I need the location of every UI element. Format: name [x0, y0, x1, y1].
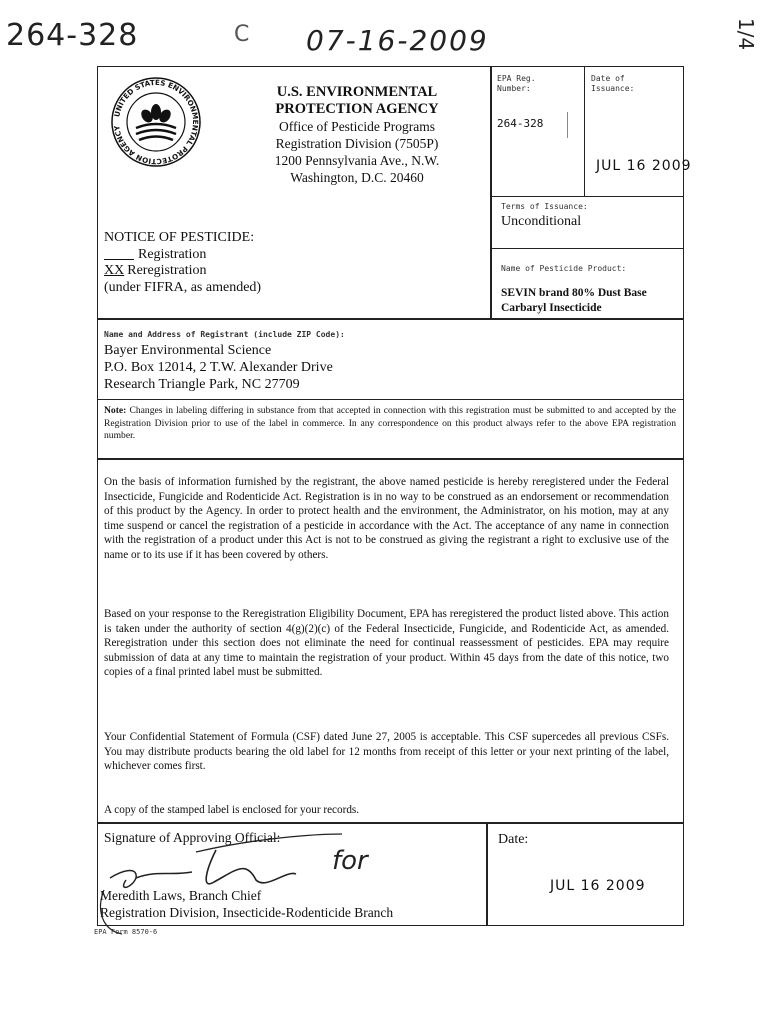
seal-text: UNITED STATES ENVIRONMENTAL PROTECTION AGENCY	[112, 77, 201, 167]
office-line-1: Office of Pesticide Programs	[278, 119, 436, 134]
agency-name-line2: PROTECTION AGENCY	[275, 101, 439, 117]
divider-h-registrant	[97, 318, 684, 320]
notice-registration	[104, 247, 484, 264]
office-line-2: Registration Division (7505P)	[275, 136, 439, 151]
note-block	[104, 405, 676, 443]
product-name-line2: Carbaryl Insecticide	[501, 302, 602, 314]
signature-date-stamp: JUL 16 2009	[550, 878, 646, 894]
notice-block	[104, 230, 484, 296]
epa-reg-tick	[567, 112, 568, 138]
note-label: Note:	[104, 405, 127, 416]
notice-title: NOTICE OF PESTICIDE:	[104, 230, 255, 245]
signature-date-label: Date:	[498, 832, 529, 847]
notice-reregistration	[104, 263, 484, 280]
divider-v-reg	[584, 66, 585, 196]
agency-header	[242, 84, 472, 186]
body-paragraph-4: A copy of the stamped label is enclosed for your records.	[104, 804, 360, 816]
approving-official-name: Meredith Laws, Branch Chief	[100, 888, 262, 903]
notice-registration-blank	[104, 248, 134, 260]
page-fraction-text: 1/4	[734, 17, 759, 51]
handwritten-date: 07-16-2009	[306, 24, 489, 57]
notice-fifra: (under FIFRA, as amended)	[104, 279, 262, 295]
body-paragraph-1: On the basis of information furnished by the registrant, the above named pesticide is hereby reregistered under the Federal Insecticide, Fungicide and Rodenticide Act. Registration is in no way to be construed as an endorsement or recommendation of this product by the Agency. In order to protect health and the environment, the Administrator, on his motion, may at any time suspend or cancel the registration of a pesticide in accordance with the Act. The acceptance of any name in connection with the registration of a product under this Act is not to be construed as giving the registrant a right to exclusive use of the name or to its use if it has been covered by others.	[104, 476, 669, 561]
divider-h-signature	[97, 822, 684, 824]
registrant-line-1: Bayer Environmental Science	[104, 343, 272, 358]
note-text: Changes in labeling differing in substance from that accepted in connection with this registration must be submitted to and accepted by the Registration Division prior to use of the label in commerce. In any correspondence on this product always refer to the above EPA registration number.	[104, 405, 676, 441]
approving-official-division: Registration Division, Insecticide-Rodenticide Branch	[100, 905, 394, 920]
body-paragraph-2: Based on your response to the Reregistration Eligibility Document, EPA has reregistered the product listed above. This action is taken under the authority of section 4(g)(2)(c) of the Federal Insecticide, Fungicide, and Rodenticide Act, as amended. Reregistration under this section does not eliminate the need for continual reassessment of pesticides. EPA may require submission of data at any time to maintain the registration of your product. Within 45 days from the date of this notice, two copies of a final printed label must be submitted.	[104, 608, 669, 679]
divider-h-body	[97, 458, 684, 460]
agency-name-line1: U.S. ENVIRONMENTAL	[276, 84, 438, 100]
signature-for: for	[332, 846, 368, 876]
divider-h-reg	[490, 196, 683, 197]
divider-v-top	[490, 66, 492, 318]
product-name	[501, 286, 647, 316]
signature-label: Signature of Approving Official:	[104, 830, 281, 845]
registrant-line-3: Research Triangle Park, NC 27709	[104, 377, 300, 392]
form-id: EPA Form 8570-6	[94, 928, 158, 936]
handwritten-page-fraction	[730, 10, 760, 51]
notice-registration-label: Registration	[138, 246, 207, 262]
date-issuance-stamp: JUL 16 2009	[596, 158, 692, 174]
date-issuance-label: Date of Issuance:	[591, 74, 635, 93]
terms-value: Unconditional	[501, 214, 582, 229]
product-label: Name of Pesticide Product:	[501, 264, 627, 273]
divider-h-note	[97, 399, 684, 400]
epa-seal-icon	[106, 72, 206, 172]
terms-label: Terms of Issuance:	[501, 202, 588, 211]
epa-reg-value: 264-328	[497, 117, 544, 130]
office-line-4: Washington, D.C. 20460	[290, 170, 424, 185]
product-name-line1: SEVIN brand 80% Dust Base	[501, 287, 647, 299]
registrant-line-2: P.O. Box 12014, 2 T.W. Alexander Drive	[104, 360, 333, 375]
divider-h-terms	[490, 248, 683, 249]
divider-v-signature	[486, 822, 488, 925]
registrant-label: Name and Address of Registrant (include ZIP Code):	[104, 330, 345, 339]
registrant-address	[104, 342, 333, 393]
office-line-3: 1200 Pennsylvania Ave., N.W.	[274, 153, 440, 168]
epa-reg-label: EPA Reg. Number:	[497, 74, 536, 93]
signature-handwritten	[148, 848, 337, 883]
notice-reregistration-label: Reregistration	[127, 263, 207, 278]
handwritten-reg-number: 264-328	[6, 18, 139, 53]
handwritten-circle-mark: C	[234, 22, 250, 47]
body-paragraph-3: Your Confidential Statement of Formula (CSF) dated June 27, 2005 is acceptable. This CSF supercedes all previous CSFs. You may distribute products bearing the old label for 12 months from receipt of this letter or your next printing of the label, whichever comes first.	[104, 731, 669, 773]
notice-reregistration-mark: XX	[104, 263, 125, 278]
